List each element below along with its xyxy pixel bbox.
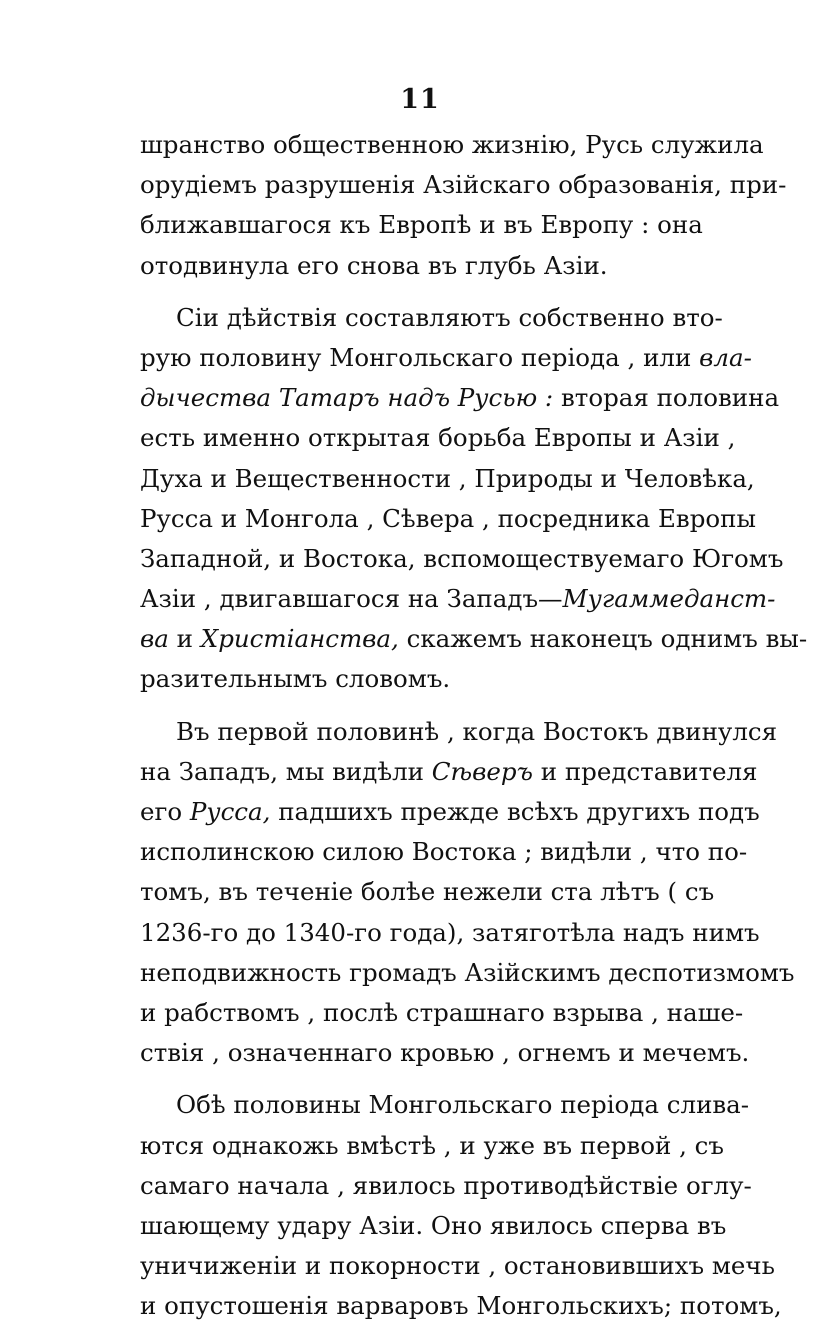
text-line: ются однакожь вмѣстѣ , и уже въ первой , съ [140, 1130, 724, 1160]
text-line: ближавшагося къ Европѣ и въ Европу : она [140, 210, 703, 240]
body-text [140, 125, 808, 1326]
text-line: шающему удару Азіи. Оно явилось сперва въ [140, 1210, 727, 1240]
paragraph-1 [140, 125, 787, 286]
text-line: Сіи дѣйствія составляютъ собственно вто- [176, 302, 723, 332]
text-line: томъ, въ теченіе болѣе нежели ста лѣтъ ( съ [140, 877, 715, 907]
text-line: Духа и Вещественности , Природы и Человѣка, [140, 463, 755, 493]
paragraph-3 [140, 712, 795, 1074]
text-line: на Западъ, мы видѣли Сѣверъ и представителя [140, 756, 758, 786]
text-line: Азіи , двигавшагося на Западъ—Мугаммеданст- [140, 584, 776, 614]
paragraph-2 [140, 298, 808, 700]
text-line: самаго начала , явилось противодѣйствіе оглу- [140, 1170, 752, 1200]
text-line: и рабствомъ , послѣ страшнаго взрыва , наше- [140, 997, 744, 1027]
text-line: шранство общественною жизнію, Русь служила [140, 130, 764, 159]
text-line: исполинскою силою Востока ; видѣли , что по- [140, 837, 748, 867]
text-line: Западной, и Востока, вспомоществуемаго Югомъ [140, 543, 784, 573]
text-line: уничиженіи и покорности , остановившихъ мечь [140, 1251, 775, 1281]
text-line: рую половину Монгольскаго періода , или вла- [140, 342, 752, 372]
text-line: и опустошенія варваровъ Монгольскихъ; потомъ, [140, 1291, 782, 1321]
text-line: дычества Татаръ надъ Русью : вторая половина [140, 383, 780, 413]
text-line: 1236-го до 1340-го года), затяготѣла надъ нимъ [140, 917, 760, 947]
text-line: неподвижность громадъ Азійскимъ деспотизмомъ [140, 957, 795, 987]
text-line: ва и Христіанства, скажемъ наконецъ однимъ вы- [140, 624, 808, 654]
text-line: есть именно открытая борьба Европы и Азіи , [140, 423, 736, 453]
text-line: орудіемъ разрушенія Азійскаго образованія, при- [140, 170, 787, 200]
paragraph-4 [140, 1085, 782, 1326]
text-line: его Русса, падшихъ прежде всѣхъ другихъ подъ [140, 797, 760, 826]
text-line: Русса и Монгола , Сѣвера , посредника Европы [140, 503, 756, 533]
page-number: 11 [400, 84, 440, 115]
text-line: ствія , означеннаго кровью , огнемъ и мечемъ. [140, 1038, 750, 1068]
text-line: отодвинула его снова въ глубь Азіи. [140, 250, 608, 280]
text-line: Обѣ половины Монгольскаго періода слива- [176, 1090, 750, 1120]
text-line: Въ первой половинѣ , когда Востокъ двинулся [176, 716, 778, 746]
text-line: разительнымъ словомъ. [140, 664, 451, 694]
